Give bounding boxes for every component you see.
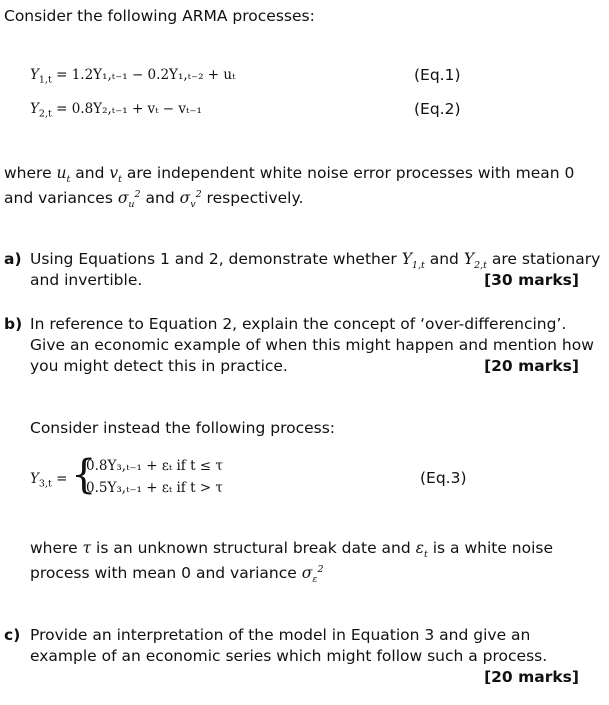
equation-1-tag: (Eq.1) (414, 66, 461, 84)
equation-3-case-2: 0.5Y₃,ₜ₋₁ + εₜ if t > τ (86, 480, 223, 496)
question-c-label: c) (4, 626, 21, 644)
question-c-marks: [20 marks] (484, 668, 579, 686)
question-a-marks: [30 marks] (484, 271, 579, 289)
question-c-line-1: Provide an interpretation of the model in Equation 3 and give an (30, 626, 531, 644)
equation-3-brace: { (71, 452, 97, 498)
question-b-line-2: Give an economic example of when this might happen and mention how (30, 336, 594, 354)
equation-3-case-1: 0.8Y₃,ₜ₋₁ + εₜ if t ≤ τ (86, 458, 223, 474)
question-b-marks: [20 marks] (484, 357, 579, 375)
where-break-line-1: where τ is an unknown structural break date and $\varepsilon_t$ is a white noise (30, 539, 554, 561)
question-b-line-3: you might detect this in practice. (30, 357, 288, 375)
question-a-line-2: and invertible. (30, 271, 143, 289)
question-b-label: b) (4, 315, 23, 333)
intro-2-text: Consider instead the following process: (30, 419, 336, 437)
where-noise-line-1: where $u_t$ and $v_t$ are independent white noise error processes with mean 0 (4, 164, 575, 186)
question-c-line-2: example of an economic series which might follow such a process. (30, 647, 548, 665)
where-noise-line-2: and variances $\sigma_u^2$ and $\sigma_v^2$ respectively. (4, 189, 304, 211)
question-b-line-1: In reference to Equation 2, explain the concept of ‘over-differencing’. (30, 315, 567, 333)
intro-text: Consider the following ARMA processes: (4, 7, 315, 25)
equation-3-lhs: $Y_{3,t}$ = (30, 471, 68, 490)
equation-2: $Y_{2,t} = 0.8Y_2,_{t-1} + v_t - v_{t-1}$ (30, 101, 202, 120)
sigma-eps-squared: $\sigma_\varepsilon^2$ (301, 564, 324, 586)
equation-1: $Y_{1,t} = 1.2Y_1,_{t-1} - 0.2Y_1,_{t-2} + u_t$ (30, 67, 236, 86)
question-a-line-1: Using Equations 1 and 2, demonstrate whether $Y_{1,t}$ and $Y_{2,t}$ are stationary (30, 250, 601, 272)
where-break-line-2: process with mean 0 and variance $\sigma_\varepsilon^2$ (30, 564, 324, 586)
question-a-label: a) (4, 250, 22, 268)
equation-3-tag: (Eq.3) (420, 469, 467, 487)
sigma-u-squared: $\sigma_u^2$ (117, 189, 141, 211)
sigma-v-squared: $\sigma_v^2$ (179, 189, 202, 211)
equation-2-tag: (Eq.2) (414, 100, 461, 118)
